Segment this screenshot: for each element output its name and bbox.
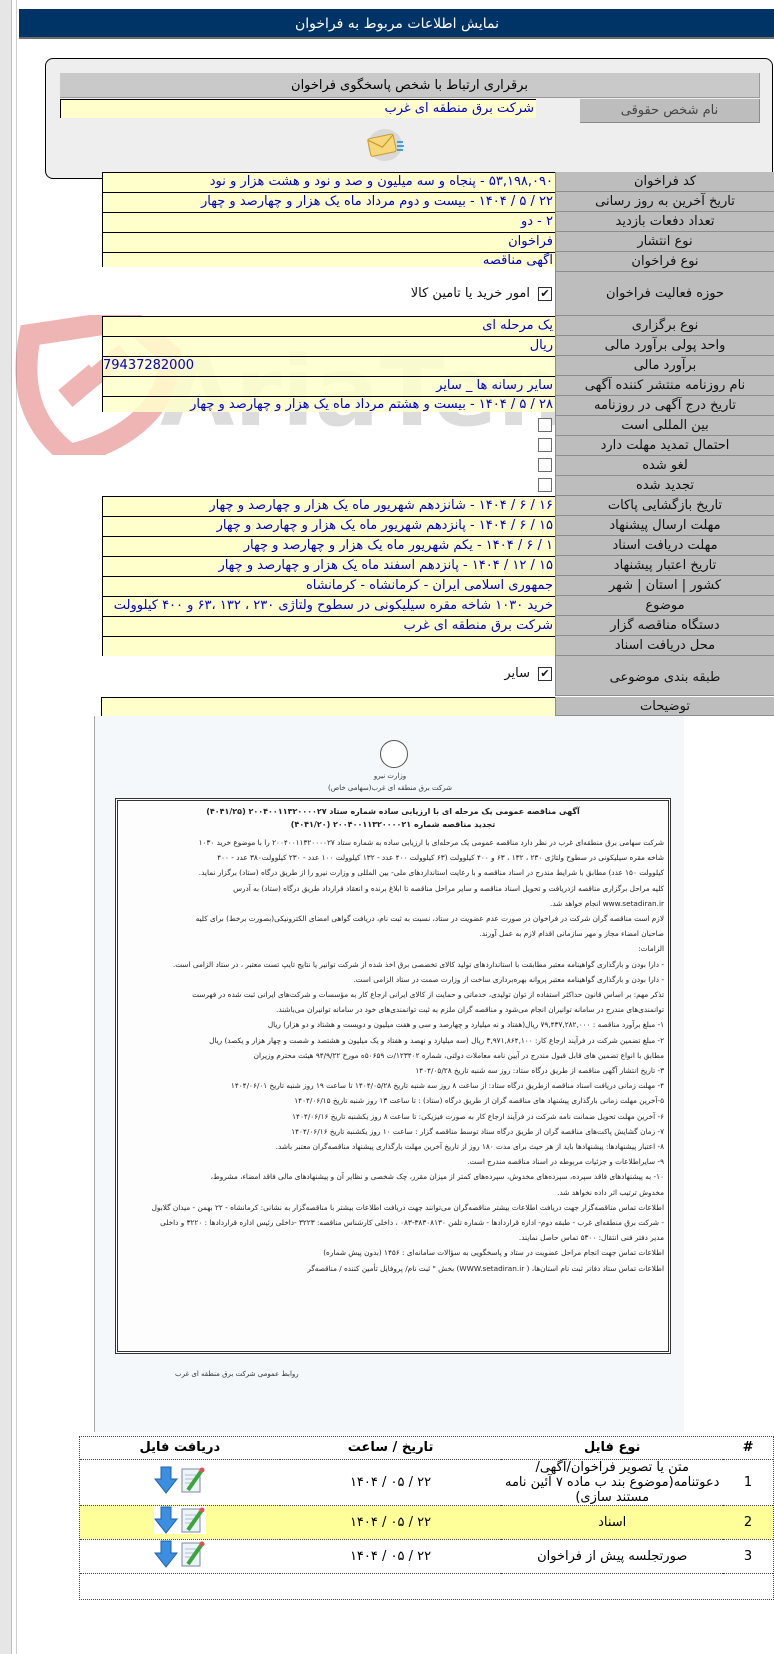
scan-line: کیلوولت ۱۵۰ عدد) مطابق با شرایط مندرج در اسناد مناقصه و با رعایت استانداردهای ملی- بین المللی و وزارت نیرو را از طریق درگاه (ستاد) برگزار نماید. bbox=[198, 868, 664, 878]
scan-line: www.setadiran.ir انجام خواهد شد. bbox=[550, 898, 664, 908]
field-opening-date bbox=[102, 496, 774, 516]
file-date: ۲۲ / ۰۵ / ۱۴۰۴ bbox=[280, 1539, 502, 1573]
scan-notice-frame bbox=[115, 798, 671, 1354]
visits-value: ۲ - دو bbox=[102, 212, 555, 232]
organizer-label: دستگاه مناقصه گزار bbox=[555, 616, 774, 636]
publish-type-label: نوع انتشار bbox=[555, 232, 774, 252]
field-activity bbox=[102, 272, 774, 316]
estimate-label: برآورد مالی bbox=[555, 356, 774, 376]
field-call-type bbox=[102, 252, 774, 272]
field-visits bbox=[102, 212, 774, 232]
download-arrow-icon bbox=[154, 1506, 178, 1534]
file-num: 1 bbox=[723, 1459, 773, 1505]
scan-line: ۶- آخرین مهلت تحویل ضمانت نامه شرکت در فرآیند ارجاع کار به صورت فیزیکی: تا ساعت ۸ روز یکشنبه تاریخ ۱۴۰۴/۰۶/۱۶ bbox=[292, 1111, 664, 1121]
newspaper-label: نام روزنامه منتشر کننده آگهی bbox=[555, 376, 774, 396]
scan-line: ۲- مبلغ تضمین شرکت در فرآیند ارجاع کار: ۳,۹۷۱,۸۶۴,۱۰۰ ریال (سه میلیارد و نهصد و هفتاد و یک میلیون و هشتصد و شصت و چهار هزار و یکصد) ریال bbox=[209, 1035, 664, 1045]
doc-deadline-label: مهلت دریافت اسناد bbox=[555, 536, 774, 556]
scan-line: مدیر دفتر فنی انتقال: ۵۳۰۰ تماس حاصل نمایند. bbox=[518, 1233, 664, 1243]
activity-label: حوزه فعالیت فراخوان bbox=[555, 272, 774, 316]
scan-line: شرکت سهامی برق منطقه‌ای غرب در نظر دارد مناقصه عمومی یک مرحله‌ای با ارزیابی ساده به شماره ستاد ۲۰۰۴۰۰۱۱۳۲۰۰۰۰۲۷ را با موضوع خرید ۱۰۳۰ bbox=[198, 838, 664, 847]
tender-notice-image bbox=[94, 716, 684, 1432]
last-update-label: تاریخ آخرین به روز رسانی bbox=[555, 192, 774, 212]
field-doc-place bbox=[102, 636, 774, 656]
doc-deadline-value: ۱ / ۶ / ۱۴۰۴ - یکم شهریور ماه یک هزار و چهارصد و چهار bbox=[102, 536, 555, 556]
scan-line: توانمندی‌های مندرج در سامانه توانیران انجام می‌شود و مناقصه گران ملزم به ثبت توانمندی‌های خود در سامانه توانیران می‌باشند. bbox=[276, 1005, 664, 1015]
description-value bbox=[101, 697, 555, 716]
renewed-label: تجدید شده bbox=[555, 476, 774, 496]
download-arrow-icon bbox=[154, 1466, 178, 1494]
field-cancelled bbox=[102, 456, 774, 476]
scan-line: ۹- سایراطلاعات و جزئیات مربوطه در اسناد مناقصه مندرج است. bbox=[467, 1157, 664, 1167]
field-description bbox=[102, 697, 774, 716]
cancelled-checkbox[interactable] bbox=[538, 458, 552, 472]
submit-deadline-label: مهلت ارسال پیشنهاد bbox=[555, 516, 774, 536]
scan-line: اطلاعات تماس ستاد دفاتر ثبت نام استان‌ها، ( WWW.setadiran.ir) بخش " ثبت نام/ پروفایل تأمین کننده / مناقصه‌گر bbox=[307, 1263, 664, 1273]
field-newspaper bbox=[102, 376, 774, 396]
field-holding-type bbox=[102, 316, 774, 336]
edit-document-icon bbox=[180, 1540, 206, 1568]
activity-checkbox[interactable]: ✔ bbox=[538, 287, 552, 301]
scan-footer: روابط عمومی شرکت برق منطقه ای غرب bbox=[175, 1370, 299, 1378]
edit-document-icon bbox=[180, 1466, 206, 1494]
contact-title: برقراری ارتباط با شخص پاسخگوی فراخوان bbox=[60, 73, 760, 98]
location-label: کشور | استان | شهر bbox=[555, 576, 774, 596]
field-submit-deadline bbox=[102, 516, 774, 536]
doc-place-label: محل دریافت اسناد bbox=[555, 636, 774, 656]
field-subject bbox=[102, 596, 774, 616]
field-doc-deadline bbox=[102, 536, 774, 556]
renewed-checkbox[interactable] bbox=[538, 478, 552, 492]
activity-checkbox-label: امور خرید یا تامین کالا bbox=[410, 286, 530, 301]
field-estimate bbox=[102, 356, 774, 376]
opening-date-label: تاریخ بازگشایی پاکات bbox=[555, 496, 774, 516]
file-row bbox=[80, 1539, 773, 1573]
download-file-button[interactable] bbox=[154, 1540, 206, 1568]
category-label: طبقه بندی موضوعی bbox=[555, 656, 774, 696]
publish-type-value: فراخوان bbox=[102, 232, 555, 252]
col-download: دریافت فایل bbox=[80, 1437, 280, 1459]
news-date-value: ۲۸ / ۵ / ۱۴۰۴ - بیست و هشتم مرداد ماه یک هزار و چهارصد و چهار bbox=[102, 396, 555, 412]
scan-ministry: وزارت نیرو bbox=[373, 772, 407, 780]
scan-line: ۸- اعتبار پیشنهادها: پیشنهادها باید از هر حیث برای مدت ۱۸۰ روز از تاریخ آخرین مهلت بارگذاری پیشنهاد مناقصه‌گران معتبر باشد. bbox=[275, 1142, 664, 1152]
field-validity bbox=[102, 556, 774, 576]
validity-value: ۱۵ / ۱۲ / ۱۴۰۴ - پانزدهم اسفند ماه یک هزار و چهارصد و چهار bbox=[102, 556, 555, 576]
extension-checkbox[interactable] bbox=[538, 438, 552, 452]
file-type: متن یا تصویر فراخوان/آگهی/دعوتنامه(موضوع بند ب ماده ۷ آئین نامه مستند سازی) bbox=[501, 1459, 723, 1505]
field-international bbox=[102, 416, 774, 436]
scan-line: ۱- مبلغ برآورد مناقصه : ۷۹,۴۳۷,۲۸۲,۰۰۰ ریال(هفتاد و نه میلیارد و چهارصد و سی و هفت میلیون و دویست و هشتاد و دو هزار) ریال bbox=[267, 1020, 664, 1030]
scan-line: ۴- مهلت زمانی دریافت اسناد مناقصه ازطریق درگاه ستاد: از ساعت ۸ روز سه شنبه تاریخ ۱۴۰۴/۰۵/۲۸ تا ساعت ۱۹ روز شنبه تاریخ ۱۴۰۴/۰۶/۰۱ bbox=[230, 1081, 664, 1091]
organizer-value: شرکت برق منطقه ای غرب bbox=[102, 616, 555, 636]
location-value: جمهوری اسلامی ایران - کرمانشاه - کرمانشاه bbox=[102, 576, 555, 596]
scan-line: الزامات: bbox=[638, 944, 664, 954]
submit-deadline-value: ۱۵ / ۶ / ۱۴۰۴ - پانزدهم شهریور ماه یک هزار و چهارصد و چهار bbox=[102, 516, 555, 536]
col-file-type: نوع فایل bbox=[501, 1437, 723, 1459]
opening-date-value: ۱۶ / ۶ / ۱۴۰۴ - شانزدهم شهریور ماه یک هزار و چهارصد و چهار bbox=[102, 496, 555, 516]
ministry-logo-icon bbox=[380, 740, 408, 768]
last-update-value: ۲۲ / ۵ / ۱۴۰۴ - بیست و دوم مرداد ماه یک هزار و چهارصد و چهار bbox=[102, 192, 555, 212]
file-row bbox=[80, 1459, 773, 1505]
estimate-value: 79437282000 bbox=[102, 356, 555, 376]
extension-label: احتمال تمدید مهلت دارد bbox=[555, 436, 774, 456]
contact-panel bbox=[45, 58, 773, 179]
scan-line: تذکر مهم: بر اساس قانون حداکثر استفاده از توان تولیدی، خدماتی و حمایت از کالای ایرانی ارجاع کار به مؤسسات و شرکت‌های ایرانی ثبت شده در فهرست bbox=[192, 990, 664, 1000]
field-last-update bbox=[102, 192, 774, 212]
file-type: اسناد bbox=[501, 1505, 723, 1539]
field-extension bbox=[102, 436, 774, 456]
scan-title-1: آگهی مناقصه عمومی یک مرحله ای با ارزیابی ساده شماره ستاد ۲۰۰۴۰۰۱۱۳۲۰۰۰۰۲۷ (۴۰۴۱/۲۵) bbox=[206, 807, 580, 816]
cancelled-label: لغو شده bbox=[555, 456, 774, 476]
news-date-label: تاریخ درج آگهی در روزنامه bbox=[555, 396, 774, 416]
scan-line: ۷- زمان گشایش پاکت‌های مناقصه گران از طریق درگاه ستاد توسط مناقصه گزار : ساعت ۱۰ روز یکشنبه تاریخ ۱۴۰۴/۰۶/۱۶ bbox=[291, 1126, 664, 1136]
send-message-button[interactable] bbox=[363, 127, 409, 163]
newspaper-value: سایر رسانه ها _ سایر bbox=[102, 376, 555, 396]
activity-checkbox-group bbox=[411, 286, 552, 301]
download-file-button[interactable] bbox=[154, 1466, 206, 1494]
field-news-date bbox=[102, 396, 774, 416]
download-file-button[interactable] bbox=[154, 1506, 206, 1534]
scan-line: اطلاعات تماس مناقصه‌گزار جهت دریافت اطلاعات بیشتر مناقصه‌گران می‌توانند جهت دریافت اطلاعات بیشتر با مناقصه‌گزار به نشانی: کرمانشاه - ۲۲ بهمن - میدان گلابول bbox=[151, 1202, 664, 1212]
scan-line: صاحبان امضاء مجاز و مهر سازمانی اقدام لازم به عمل آورند. bbox=[479, 929, 664, 939]
call-type-value: آگهی مناقصه bbox=[102, 252, 555, 267]
doc-place-value bbox=[102, 636, 555, 656]
scan-title-2: تجدید مناقصه شماره ۲۰۰۴۰۰۱۱۳۲۰۰۰۰۲۱ (۴۰۴۱/۲۰) bbox=[290, 820, 496, 829]
scan-line: ۳- تاریخ انتشار آگهی مناقصه از طریق درگاه ستاد: روز سه شنبه تاریخ ۱۴۰۴/۰۵/۲۸ bbox=[415, 1066, 664, 1076]
legal-entity-label: نام شخص حقوقی bbox=[580, 99, 760, 123]
category-checkbox-group bbox=[504, 666, 552, 681]
col-date: تاریخ / ساعت bbox=[280, 1437, 502, 1459]
field-publish-type bbox=[102, 232, 774, 252]
category-checkbox-label: سایر bbox=[504, 666, 530, 681]
edit-document-icon bbox=[180, 1506, 206, 1534]
field-currency bbox=[102, 336, 774, 356]
international-label: بین المللی است bbox=[555, 416, 774, 436]
scan-line: مطابق با انواع تضمین های قابل قبول مندرج در آیین نامه معاملات دولتی، شماره ۱۲۳۴۰۲/ت ۵۰۶۵۹ه مورخ ۹۴/۹/۲۲ هیئت محترم وزیران bbox=[253, 1050, 664, 1060]
call-code-label: کد فراخوان bbox=[555, 172, 774, 192]
scan-line: لازم است مناقصه گران شرکت در فراخوان در صورت عدم عضویت در ستاد، نسبت به ثبت نام، دریافت گواهی امضای الکترونیکی(بصورت برخط) برای کلیه bbox=[195, 914, 664, 924]
file-num: 2 bbox=[723, 1505, 773, 1539]
validity-label: تاریخ اعتبار پیشنهاد bbox=[555, 556, 774, 576]
scan-line: ۱۰- به پیشنهادهای فاقد سپرده، سپرده‌های مخدوش، سپرده‌های کمتر از میزان مقرر، چک شخصی و نظایر آن و پیشنهادهای مالی فاقد امضاء، مشروط، bbox=[210, 1172, 664, 1182]
international-checkbox[interactable] bbox=[538, 418, 552, 432]
field-category bbox=[102, 656, 774, 696]
scan-line: کلیه مراحل برگزاری مناقصه ازدریافت و تحویل اسناد مناقصه و سایر مراحل مناقصه تا ابلاغ برنده و انعقاد قرارداد طریق درگاه (ستاد) به آدرس bbox=[233, 883, 664, 893]
envelope-icon bbox=[363, 127, 409, 163]
scan-company: شرکت برق منطقه ای غرب(سهامی خاص) bbox=[328, 784, 452, 792]
download-arrow-icon bbox=[154, 1540, 178, 1568]
page-title: نمایش اطلاعات مربوط به فراخوان bbox=[19, 9, 774, 39]
scan-body bbox=[118, 835, 668, 1276]
scan-line: ۵-آخرین مهلت زمانی بارگذاری پیشنهاد های مناقصه گران از طریق درگاه (ستاد) : تا ساعت ۱۳ روز شنبه تاریخ ۱۴۰۴/۰۶/۱۵ bbox=[294, 1096, 664, 1106]
field-renewed bbox=[102, 476, 774, 496]
field-location bbox=[102, 576, 774, 596]
scan-line: اطلاعات تماس جهت انجام مراحل عضویت در ستاد و پاسخگویی به سؤالات سامانه‌ای : ۱۴۵۶ (بدون پیش شماره) bbox=[323, 1248, 664, 1258]
scan-line: شاخه مقره سیلیکونی در سطوح ولتاژی ۲۳۰ ، ۱۳۲ ، ۶۳ و ۴۰۰ کیلوولت (۶۳ کیلوولت ۴۰۰ عدد - ۱۳۲ کیلوولت ۱۰۰ عدد - ۲۳۰ کیلوولت۳۸۰ عدد - ۴۰۰ bbox=[217, 853, 664, 863]
col-num: # bbox=[723, 1437, 773, 1459]
visits-label: تعداد دفعات بازدید bbox=[555, 212, 774, 232]
call-type-label: نوع فراخوان bbox=[555, 252, 774, 272]
file-date: ۲۲ / ۰۵ / ۱۴۰۴ bbox=[280, 1505, 502, 1539]
file-date: ۲۲ / ۰۵ / ۱۴۰۴ bbox=[280, 1459, 502, 1505]
description-label: توضیحات bbox=[555, 697, 774, 716]
holding-type-label: نوع برگزاری bbox=[555, 316, 774, 336]
currency-label: واحد پولی برآورد مالی bbox=[555, 336, 774, 356]
files-table bbox=[79, 1436, 774, 1600]
file-num: 3 bbox=[723, 1539, 773, 1573]
scan-line: - شرکت برق منطقه‌ای غرب - طبقه دوم- اداره قراردادها - شماره تلفن ۳۸۳۰۸۱۳۰-۰۸۳ ، داخلی کارشناس مناقصه: ۳۲۲۳ -داخلی رئیس اداره قراردادها : ۳۲۲۰ و داخلی bbox=[160, 1218, 664, 1228]
subject-label: موضوع bbox=[555, 596, 774, 616]
category-checkbox[interactable]: ✔ bbox=[538, 667, 552, 681]
subject-value: خرید ۱۰۳۰ شاخه مقره سیلیکونی در سطوح ولتاژی ۲۳۰ ، ۱۳۲ ،۶۳ و ۴۰۰ کیلوولت bbox=[102, 596, 555, 616]
currency-value: ریال bbox=[102, 336, 555, 356]
field-call-code bbox=[102, 172, 774, 192]
call-code-value: ۵۳,۱۹۸,۰۹۰ - پنجاه و سه میلیون و صد و نود و هشت هزار و نود bbox=[102, 172, 555, 192]
scan-line: مخدوش ترتیب اثر داده نخواهد شد. bbox=[557, 1187, 664, 1197]
holding-type-value: یک مرحله ای bbox=[102, 316, 555, 336]
file-row bbox=[80, 1505, 773, 1539]
legal-entity-value: شرکت برق منطقه ای غرب bbox=[60, 99, 536, 118]
scan-line: - دارا بودن و بارگذاری گواهینامه معتبر مطابقت با استانداردهای تولید کالای تخصصی برق اخذ شده از شرکت توانیر یا نتایج تایپ تست معتبر ، در ستاد الزامی است. bbox=[172, 959, 664, 969]
files-header-row bbox=[80, 1437, 773, 1459]
scan-line: - دارا بودن و بارگذاری گواهینامه معتبر پروانه بهره‌برداری ساخت از وزارت صمت در ستاد الزامی است. bbox=[353, 974, 664, 984]
field-organizer bbox=[102, 616, 774, 636]
left-gutter bbox=[0, 0, 12, 1654]
file-type: صورتجلسه پیش از فراخوان bbox=[501, 1539, 723, 1573]
